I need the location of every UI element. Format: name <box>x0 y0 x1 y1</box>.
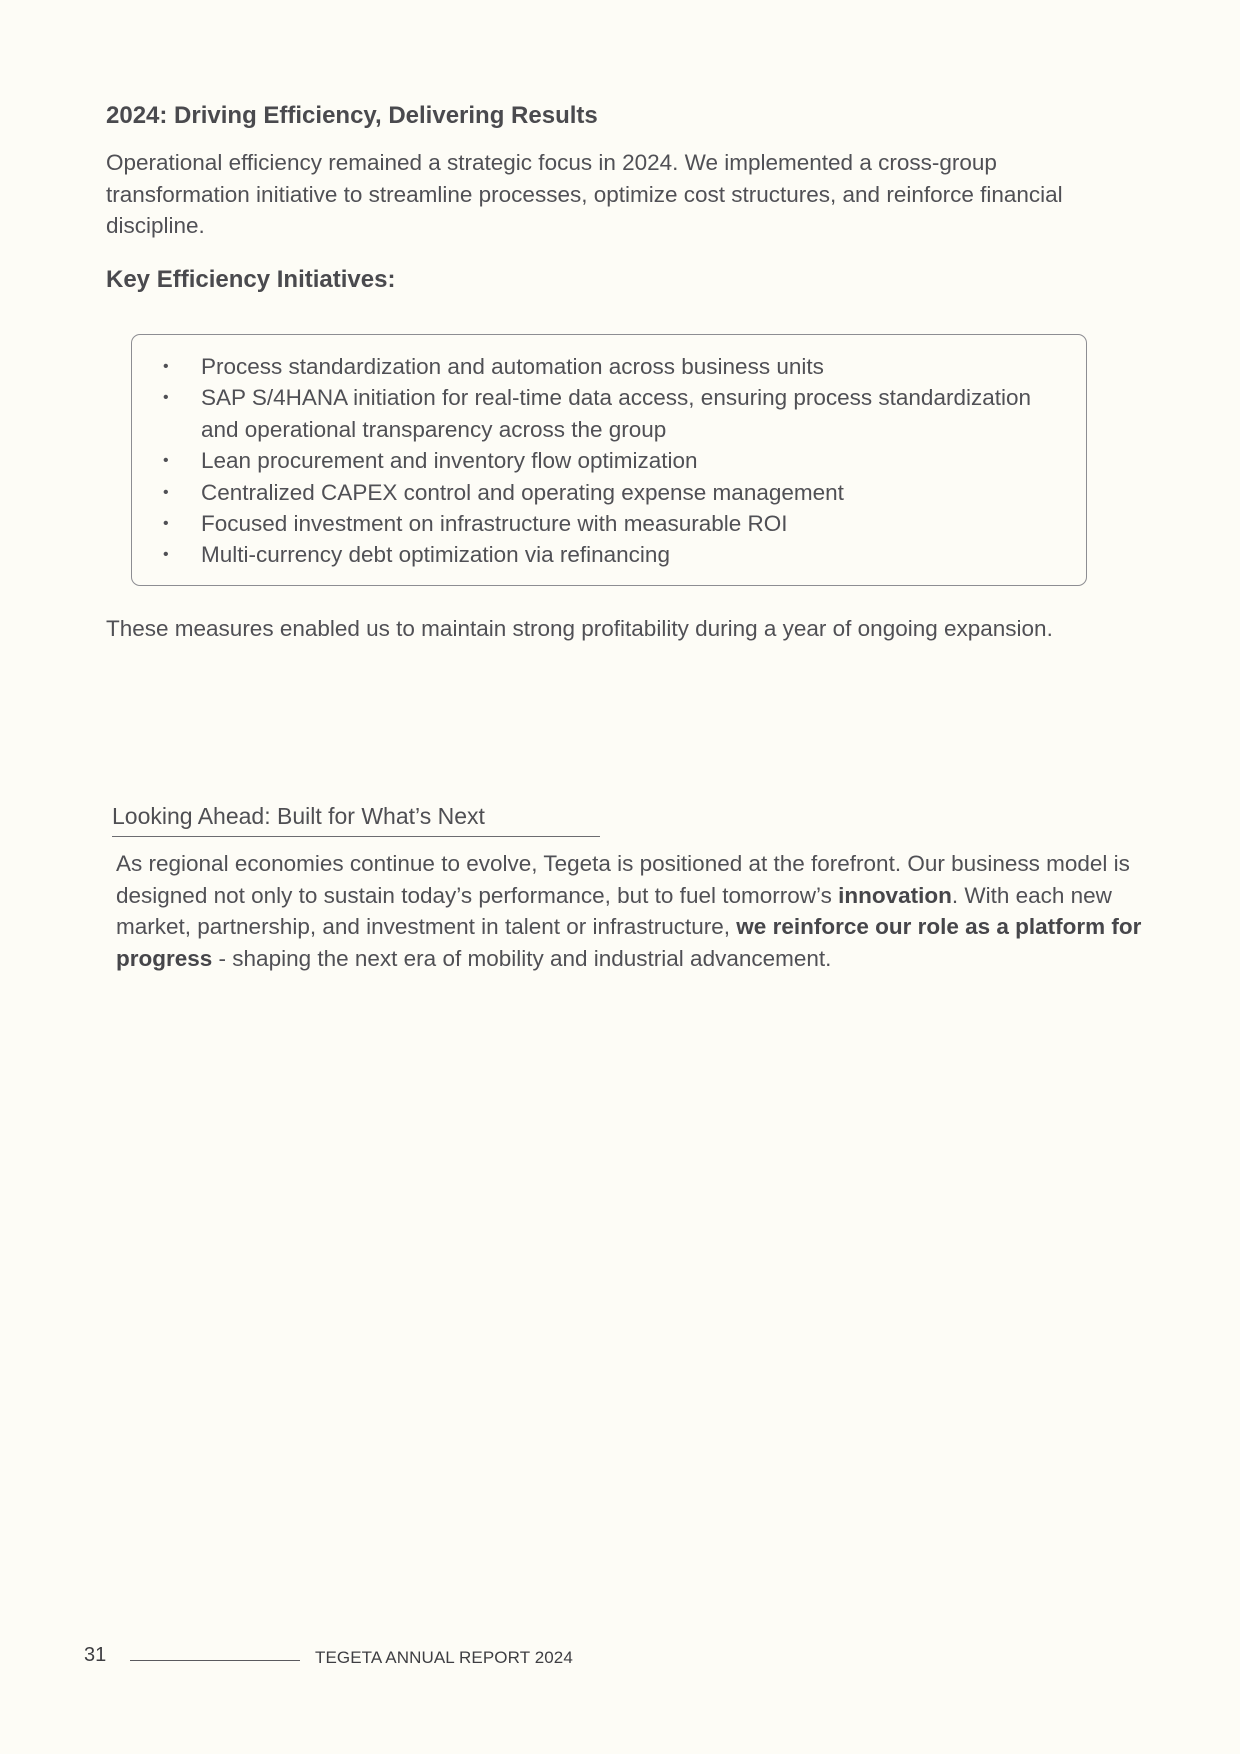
list-item-text: Multi-currency debt optimization via refinancing <box>201 542 670 568</box>
bullet-icon: • <box>163 358 169 375</box>
bullet-icon: • <box>163 546 169 564</box>
list-item-text: Centralized CAPEX control and operating expense management <box>201 479 844 505</box>
outlook-heading: Looking Ahead: Built for What’s Next <box>112 800 600 837</box>
list-item-text: Process standardization and automation across business units <box>201 354 824 379</box>
intro-paragraph: Operational efficiency remained a strategic focus in 2024. We implemented a cross-group transformation initiative to streamline processes, optimize cost structures, and reinforce financial discipline. <box>106 150 1063 238</box>
initiatives-list <box>132 335 1086 571</box>
initiatives-box <box>131 334 1087 586</box>
footer-report-title: TEGETA ANNUAL REPORT 2024 <box>315 1648 573 1667</box>
list-item-text: Lean procurement and inventory flow optimization <box>201 448 698 474</box>
footer-divider <box>130 1660 300 1661</box>
outlook-bold-2: we reinforce our role as a platform for progress <box>116 914 1142 971</box>
outlook-text-2: . With each new market, partnership, and investment in talent or infrastructure, <box>116 882 1112 939</box>
bullet-icon: • <box>163 452 169 470</box>
list-item <box>132 351 1086 382</box>
outlook-paragraph <box>116 848 1146 974</box>
list-item <box>132 445 1086 476</box>
list-item-text: Focused investment on infrastructure with measurable ROI <box>201 511 788 537</box>
outlook-text-3: - shaping the next era of mobility and industrial advancement. <box>212 945 832 971</box>
bullet-icon: • <box>163 389 169 407</box>
bullet-icon: • <box>163 483 169 501</box>
list-item <box>132 382 1086 445</box>
conclusion-paragraph: These measures enabled us to maintain strong profitability during a year of ongoing expansion. <box>106 616 1053 641</box>
list-item <box>132 477 1086 508</box>
outlook-bold-1: innovation <box>838 882 952 908</box>
outlook-text-1: As regional economies continue to evolve, Tegeta is positioned at the forefront. Our business model is designed not only to sustain today’s performance, but to fuel tomorrow’s <box>116 851 1130 908</box>
section-heading: 2024: Driving Efficiency, Delivering Results <box>106 102 598 129</box>
page-number: 31 <box>84 1644 107 1666</box>
initiatives-heading: Key Efficiency Initiatives: <box>106 266 396 293</box>
list-item <box>132 539 1086 570</box>
bullet-icon: • <box>163 515 169 533</box>
list-item-text: SAP S/4HANA initiation for real-time data access, ensuring process standardization and operational transparency across the group <box>201 385 1032 442</box>
list-item <box>132 508 1086 539</box>
